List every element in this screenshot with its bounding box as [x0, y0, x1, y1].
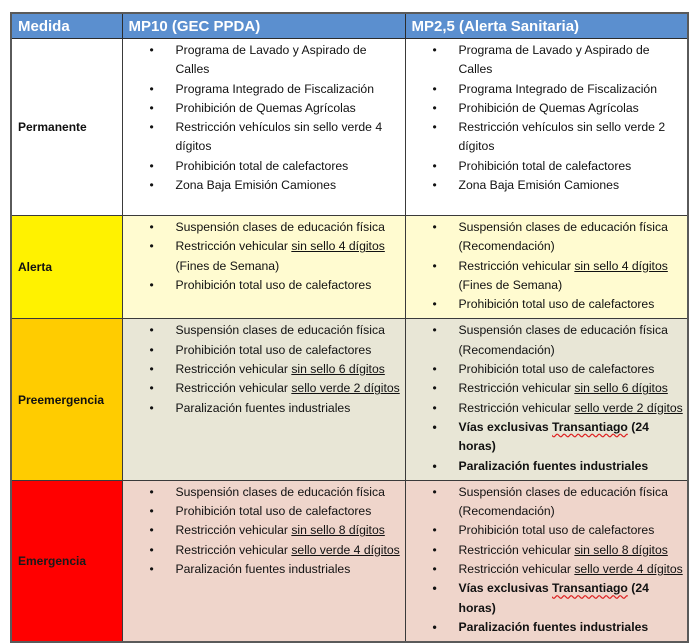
underlined-term: sin sello 6 dígitos	[574, 381, 668, 396]
measure-item	[123, 360, 401, 379]
measure-text: (24 horas)	[458, 581, 649, 615]
measure-text: Restricción vehicular	[175, 542, 292, 557]
row-emergencia	[11, 480, 688, 642]
row-preemergencia	[11, 319, 688, 480]
underlined-term: sin sello 6 dígitos	[291, 362, 385, 377]
mp25-cell	[405, 319, 688, 480]
measure-text: Restricción vehicular	[458, 542, 575, 557]
measure-item	[123, 80, 401, 99]
underlined-term: sello verde 4 dígitos	[574, 562, 683, 577]
measure-item	[123, 379, 401, 398]
measure-item	[406, 618, 684, 637]
measure-text: Programa de Lavado y Aspirado de Calles	[175, 43, 367, 77]
measure-text: Suspensión clases de educación física	[175, 484, 385, 499]
measure-item	[123, 118, 401, 157]
measure-text: Prohibición total uso de calefactores	[458, 523, 655, 538]
measure-text: Restricción vehicular	[175, 381, 292, 396]
measure-item	[123, 521, 401, 540]
measure-text: Programa Integrado de Fiscalización	[175, 81, 374, 96]
measure-text: Prohibición total uso de calefactores	[175, 277, 372, 292]
measure-text: (Fines de Semana)	[458, 277, 563, 292]
measures-table	[10, 12, 689, 643]
measure-text: Restricción vehículos sin sello verde 4 dígitos	[175, 120, 383, 154]
measure-list	[123, 39, 405, 199]
measure-list	[406, 216, 688, 318]
measure-item	[406, 80, 684, 99]
measure-text: Suspensión clases de educación física (Recomendación)	[458, 484, 668, 519]
measure-text: Paralización fuentes industriales	[175, 562, 351, 577]
measure-item	[123, 237, 401, 276]
measure-item	[406, 176, 684, 195]
underlined-term: sello verde 4 dígitos	[291, 542, 400, 557]
level-label: Alerta	[11, 216, 122, 319]
measure-item	[123, 560, 401, 579]
mp10-cell	[122, 480, 405, 642]
measure-text: Suspensión clases de educación física	[175, 220, 385, 234]
measure-item	[123, 157, 401, 176]
measure-text: Restricción vehicular	[458, 562, 575, 577]
measure-item	[123, 99, 401, 118]
measure-text: Suspensión clases de educación física	[175, 323, 385, 338]
measure-item	[406, 99, 684, 118]
measure-text: Restricción vehicular	[458, 258, 575, 273]
measure-item	[406, 360, 684, 379]
measure-item	[406, 118, 684, 157]
measure-item	[406, 579, 684, 618]
measure-item	[406, 41, 684, 80]
mp25-cell	[405, 39, 688, 216]
spellcheck-word: Transantiago	[552, 419, 628, 434]
measure-item	[123, 41, 401, 80]
header-mp10: MP10 (GEC PPDA)	[122, 13, 405, 39]
measure-text: Programa Integrado de Fiscalización	[458, 81, 657, 96]
measure-item	[406, 418, 684, 457]
underlined-term: sin sello 4 dígitos	[574, 258, 668, 273]
measure-item	[123, 276, 401, 295]
measure-item	[406, 399, 684, 418]
measure-text: Paralización fuentes industriales	[175, 400, 351, 415]
measure-text: Programa de Lavado y Aspirado de Calles	[458, 43, 650, 77]
header-medida: Medida	[11, 13, 122, 39]
measure-text: Paralización fuentes industriales	[458, 458, 649, 473]
measure-list	[406, 319, 688, 479]
measure-item	[406, 521, 684, 540]
measure-text: Restricción vehicular	[175, 239, 292, 254]
row-permanente	[11, 39, 688, 216]
measure-item	[406, 483, 684, 522]
measure-text: Vías exclusivas	[458, 581, 553, 596]
measure-text: Prohibición total uso de calefactores	[175, 504, 372, 519]
measure-text: Prohibición total de calefactores	[458, 158, 632, 173]
measure-list	[406, 39, 688, 199]
measure-text: Vías exclusivas	[458, 419, 553, 434]
mp10-cell	[122, 216, 405, 319]
mp10-cell	[122, 319, 405, 480]
measure-item	[406, 157, 684, 176]
underlined-term: sin sello 8 dígitos	[574, 542, 668, 557]
measure-item	[406, 457, 684, 476]
header-mp25: MP2,5 (Alerta Sanitaria)	[405, 13, 688, 39]
measure-item	[123, 399, 401, 418]
measure-text: Prohibición total uso de calefactores	[458, 362, 655, 377]
measure-text: (24 horas)	[458, 419, 649, 454]
spellcheck-word: Transantiago	[552, 581, 628, 596]
measure-item	[123, 502, 401, 521]
underlined-term: sin sello 4 dígitos	[291, 239, 385, 254]
measure-text: Suspensión clases de educación física (Recomendación)	[458, 323, 668, 357]
measure-list	[123, 319, 405, 421]
measure-text: Restricción vehicular	[175, 523, 292, 538]
row-alerta	[11, 216, 688, 319]
measure-item	[406, 257, 684, 296]
measure-text: Restricción vehicular	[458, 400, 575, 415]
mp10-cell	[122, 39, 405, 216]
mp25-cell	[405, 480, 688, 642]
underlined-term: sello verde 2 dígitos	[291, 381, 400, 396]
measure-text: Zona Baja Emisión Camiones	[175, 178, 337, 193]
measure-item	[406, 541, 684, 560]
measure-item	[123, 321, 401, 340]
measure-text: Prohibición total uso de calefactores	[458, 297, 655, 312]
measure-item	[406, 379, 684, 398]
measure-text: Restricción vehicular	[175, 362, 292, 377]
measure-list	[123, 481, 405, 583]
measure-item	[406, 321, 684, 360]
measure-item	[406, 295, 684, 314]
underlined-term: sello verde 2 dígitos	[574, 400, 683, 415]
measure-text: Zona Baja Emisión Camiones	[458, 178, 620, 193]
level-label: Preemergencia	[11, 319, 122, 480]
underlined-term: sin sello 8 dígitos	[291, 523, 385, 538]
level-label: Permanente	[11, 39, 122, 216]
measure-item	[123, 176, 401, 195]
mp25-cell	[405, 216, 688, 319]
measure-item	[123, 341, 401, 360]
measure-text: Restricción vehicular	[458, 381, 575, 396]
measure-text: (Fines de Semana)	[175, 258, 280, 273]
measure-text: Paralización fuentes industriales	[458, 619, 649, 634]
measure-list	[406, 481, 688, 641]
measure-item	[406, 560, 684, 579]
measure-item	[123, 483, 401, 502]
measure-text: Prohibición total de calefactores	[175, 158, 349, 173]
measure-text: Prohibición de Quemas Agrícolas	[458, 100, 639, 115]
measure-list	[123, 216, 405, 299]
measure-text: Suspensión clases de educación física (Recomendación)	[458, 220, 668, 254]
measure-item	[123, 218, 401, 237]
measure-item	[123, 541, 401, 560]
level-label: Emergencia	[11, 480, 122, 642]
measure-text: Prohibición total uso de calefactores	[175, 342, 372, 357]
measure-text: Prohibición de Quemas Agrícolas	[175, 100, 356, 115]
header-row	[11, 13, 688, 39]
measure-text: Restricción vehículos sin sello verde 2 dígitos	[458, 120, 666, 154]
measure-item	[406, 218, 684, 257]
